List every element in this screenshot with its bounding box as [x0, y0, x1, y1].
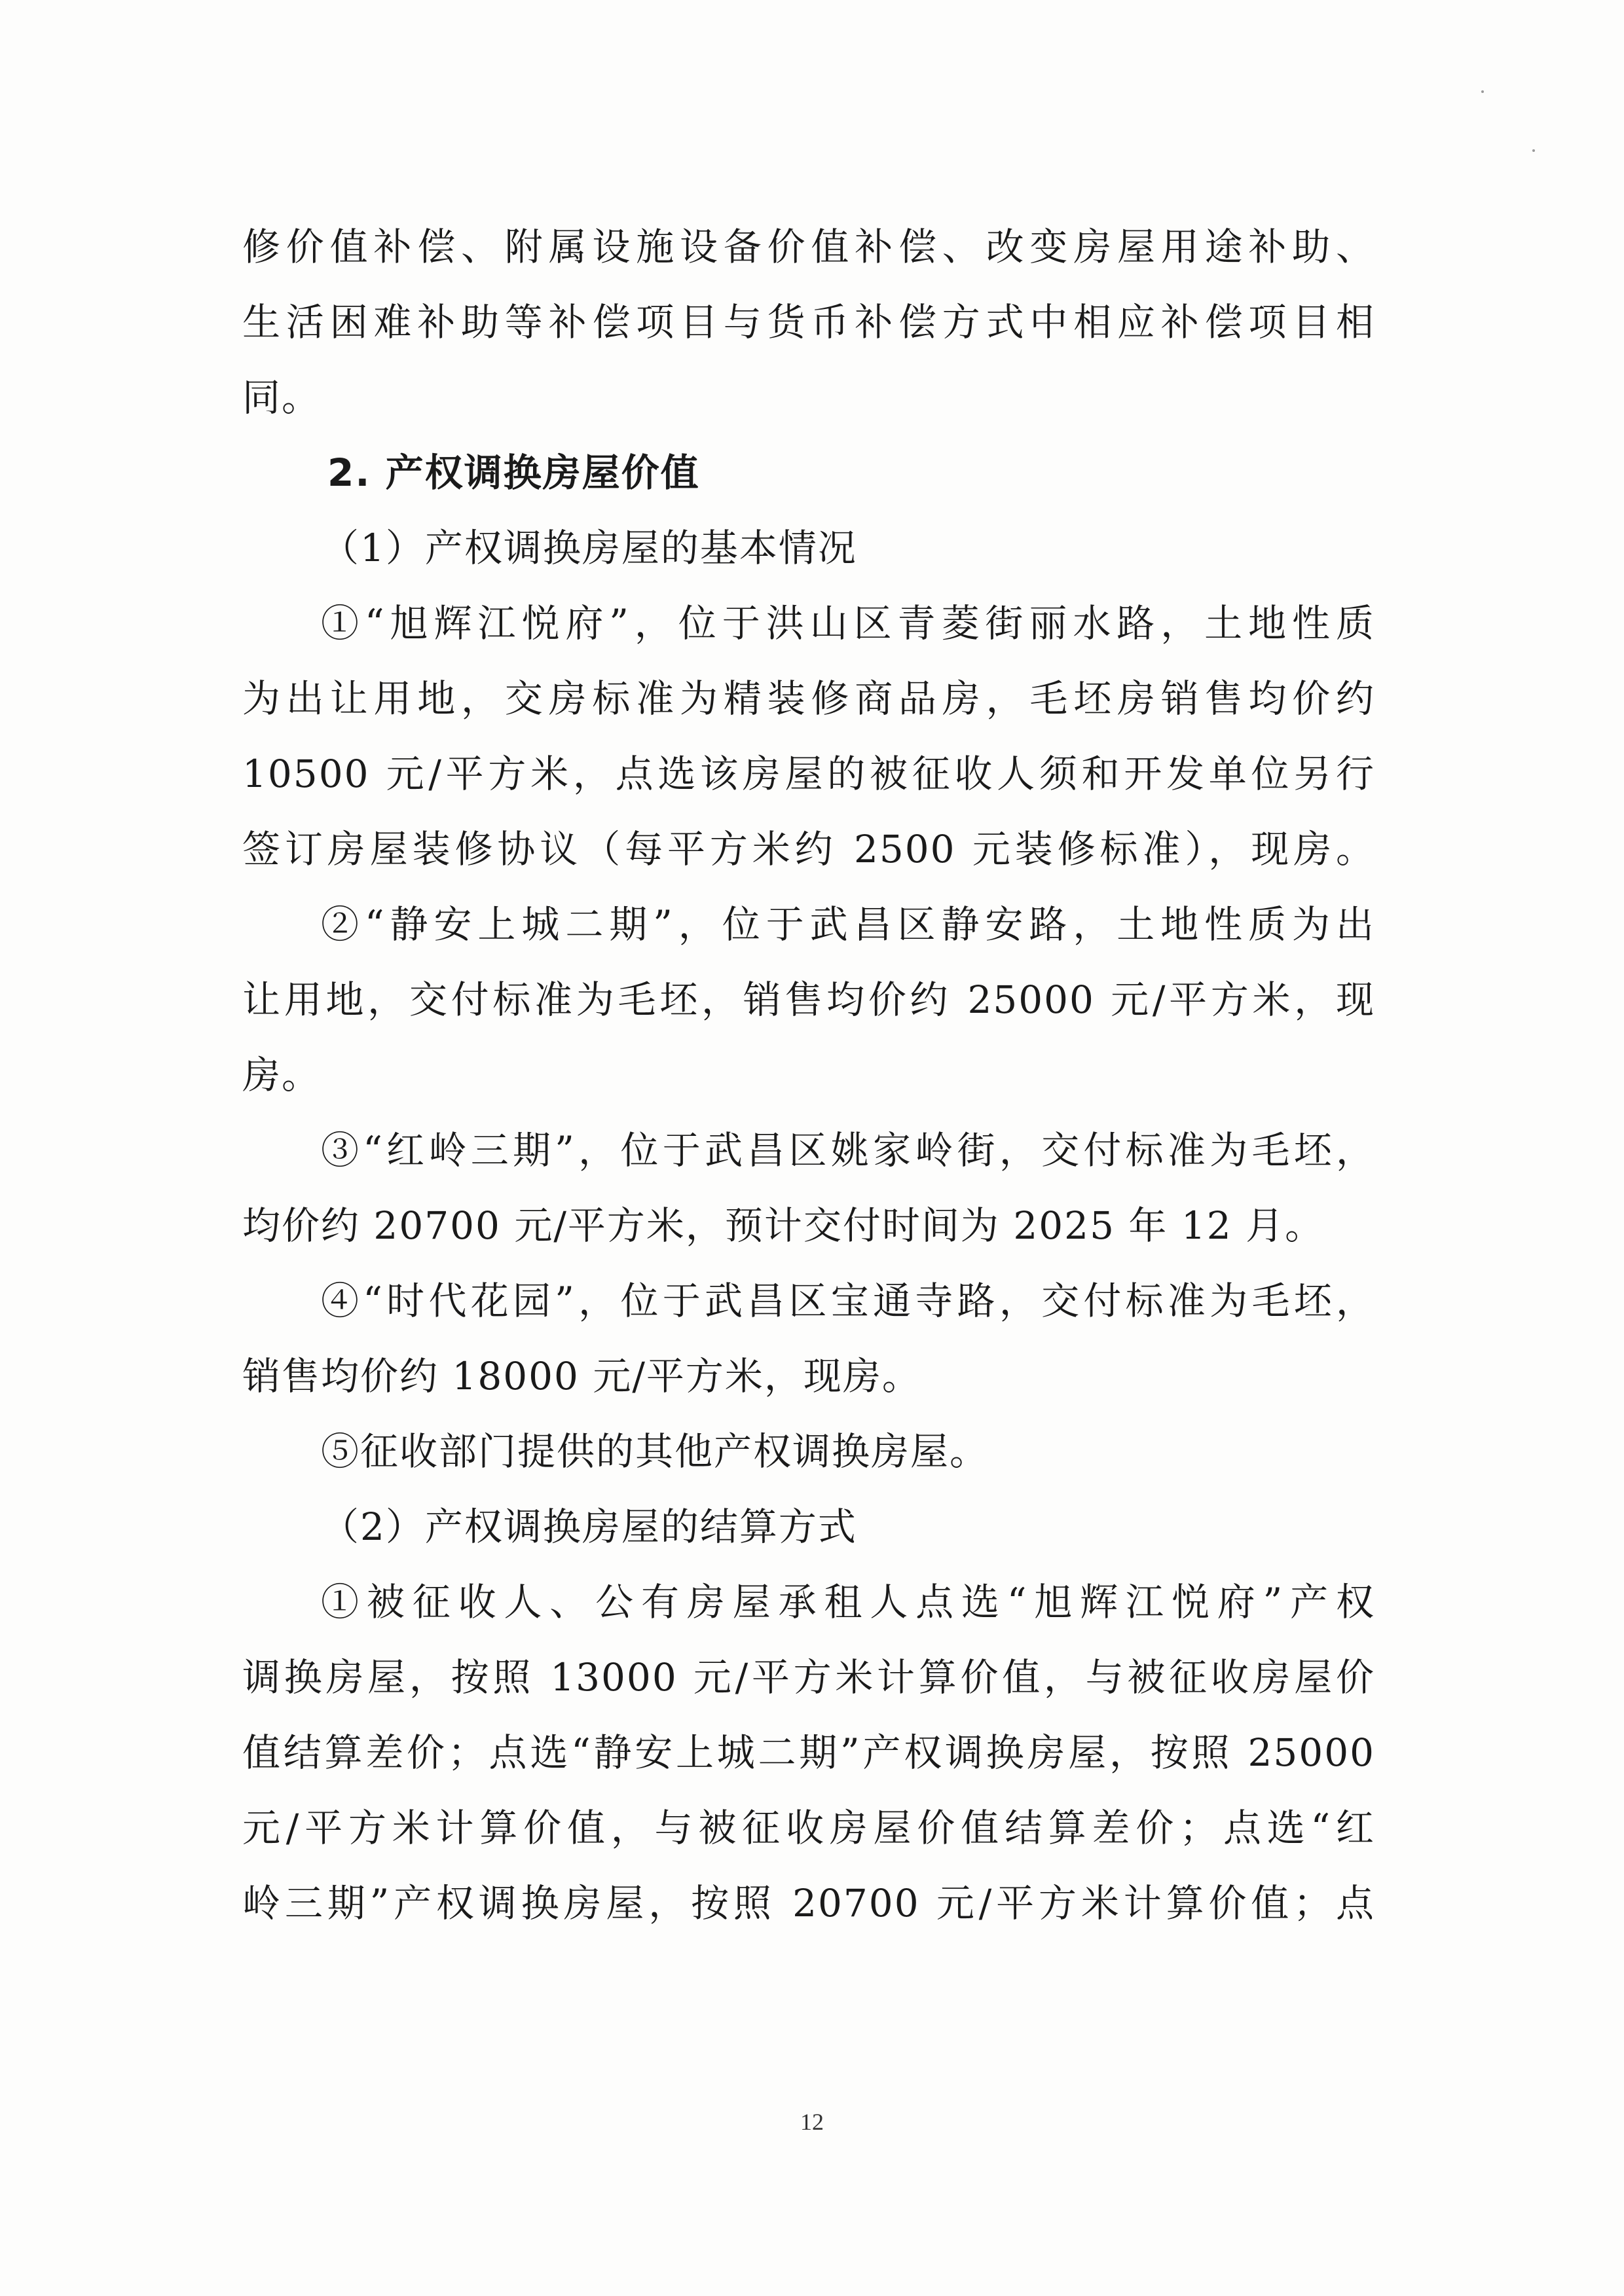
body-line: 房。	[242, 1053, 322, 1097]
body-line: ②“静安上城二期”，位于武昌区静安路，土地性质为出	[321, 902, 1375, 947]
section-heading: 2. 产权调换房屋价值	[327, 450, 700, 495]
subsection-heading: （1）产权调换房屋的基本情况	[321, 526, 857, 570]
body-line: 销售均价约 18000 元/平方米，现房。	[242, 1354, 921, 1398]
body-line: 生活困难补助等补偿项目与货币补偿方式中相应补偿项目相	[242, 300, 1375, 344]
body-line: 修价值补偿、附属设施设备价值补偿、改变房屋用途补助、	[242, 225, 1375, 269]
page-number: 12	[800, 2109, 824, 2135]
body-line: 调换房屋，按照 13000 元/平方米计算价值，与被征收房屋价	[242, 1655, 1375, 1700]
body-line: ⑤征收部门提供的其他产权调换房屋。	[321, 1429, 989, 1474]
scan-speck	[1481, 90, 1484, 93]
scan-speck	[1532, 149, 1535, 152]
body-line: 让用地，交付标准为毛坯，销售均价约 25000 元/平方米，现	[242, 977, 1375, 1022]
body-line: ④“时代花园”，位于武昌区宝通寺路，交付标准为毛坯，	[321, 1279, 1375, 1323]
body-line: 均价约 20700 元/平方米，预计交付时间为 2025 年 12 月。	[242, 1203, 1325, 1248]
subsection-heading: （2）产权调换房屋的结算方式	[321, 1504, 857, 1549]
body-line: 元/平方米计算价值，与被征收房屋价值结算差价；点选“红	[242, 1806, 1375, 1850]
body-line: ③“红岭三期”，位于武昌区姚家岭街，交付标准为毛坯，	[321, 1128, 1375, 1173]
body-line: ①“旭辉江悦府”，位于洪山区青菱街丽水路，土地性质	[321, 601, 1375, 646]
body-line: 为出让用地，交房标准为精装修商品房，毛坯房销售均价约	[242, 676, 1375, 721]
body-line: 10500 元/平方米，点选该房屋的被征收人须和开发单位另行	[242, 752, 1375, 796]
document-body	[242, 210, 1375, 1941]
body-line: 签订房屋装修协议（每平方米约 2500 元装修标准），现房。	[242, 827, 1375, 871]
body-line: ①被征收人、公有房屋承租人点选“旭辉江悦府”产权	[321, 1580, 1375, 1624]
body-line: 岭三期”产权调换房屋，按照 20700 元/平方米计算价值；点	[242, 1881, 1375, 1925]
body-line: 同。	[242, 375, 322, 420]
body-line: 值结算差价；点选“静安上城二期”产权调换房屋，按照 25000	[242, 1730, 1375, 1775]
